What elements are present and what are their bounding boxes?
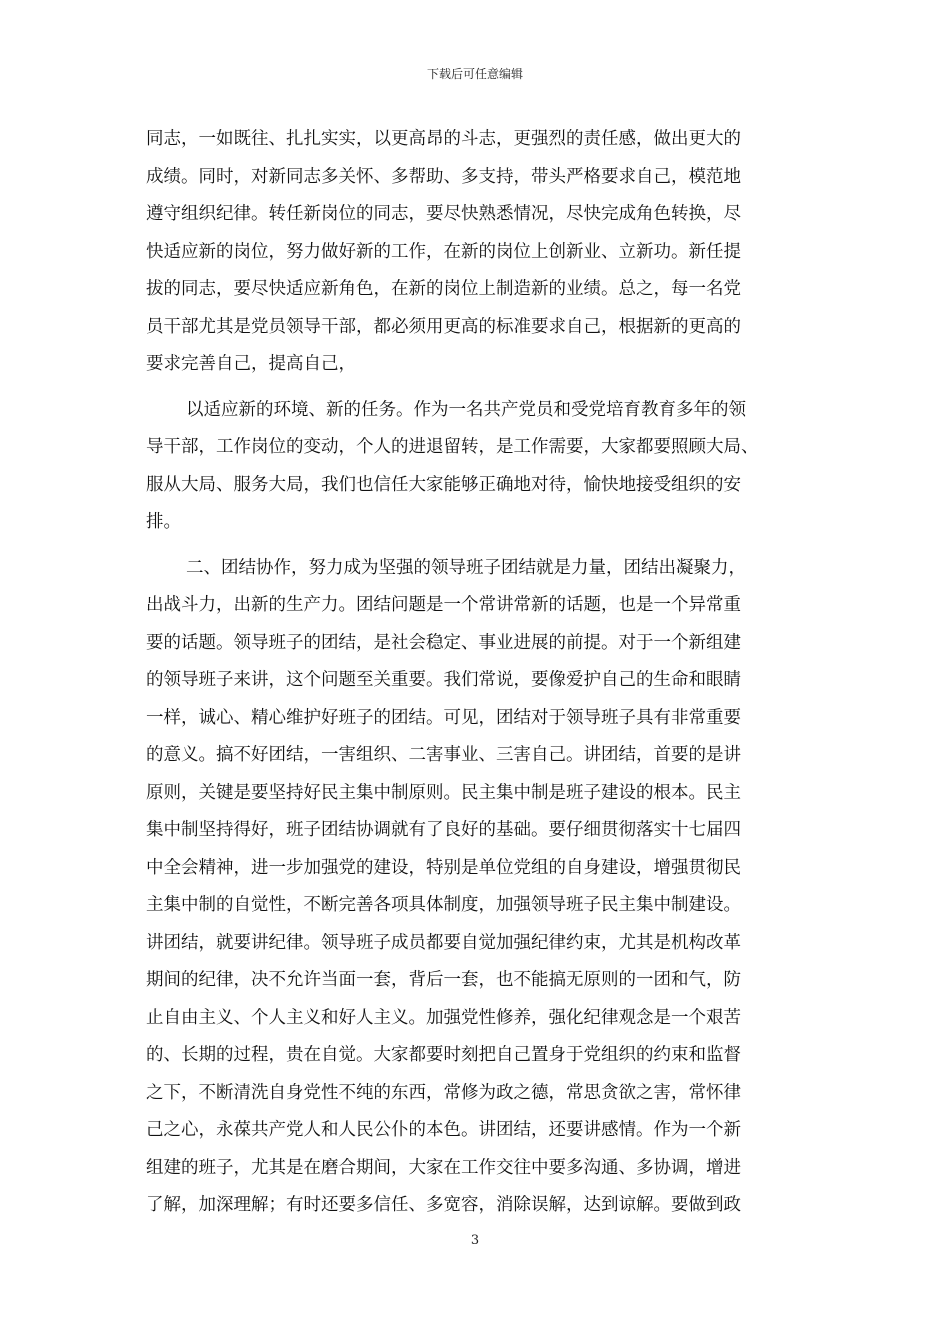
text-line: 排。 [146,512,181,532]
text-line: 二、团结协作，努力成为坚强的领导班子团结就是力量，团结出凝聚力， [186,557,746,578]
text-line: 期间的纪律，决不允许当面一套，背后一套，也不能搞无原则的一团和气，防 [146,970,741,990]
paragraph-1 [146,121,806,384]
text-line: 之下，不断清洗自身党性不纯的东西，常修为政之德，常思贪欲之害，常怀律 [146,1082,741,1103]
text-line: 中全会精神，进一步加强党的建设，特别是单位党组的自身建设，增强贯彻民 [146,857,741,878]
text-line: 组建的班子，尤其是在磨合期间，大家在工作交往中要多沟通、多协调，增进 [146,1157,741,1178]
text-line: 的意义。搞不好团结，一害组织、二害事业、三害自己。讲团结，首要的是讲 [146,745,741,765]
text-line: 遵守组织纪律。转任新岗位的同志，要尽快熟悉情况，尽快完成角色转换，尽 [146,204,741,224]
text-line: 原则，关键是要坚持好民主集中制原则。民主集中制是班子建设的根本。民主 [146,782,741,803]
text-line: 以适应新的环境、新的任务。作为一名共产党员和受党培育教育多年的领 [186,399,746,420]
text-line: 员干部尤其是党员领导干部，都必须用更高的标准要求自己，根据新的更高的 [146,316,741,337]
text-line: 要求完善自己，提高自己， [146,354,356,374]
text-line: 同志，一如既往、扎扎实实，以更高昂的斗志，更强烈的责任感，做出更大的 [146,129,741,149]
text-line: 快适应新的岗位，努力做好新的工作，在新的岗位上创新业、立新功。新任提 [146,241,741,262]
text-line: 服从大局、服务大局，我们也信任大家能够正确地对待，愉快地接受组织的安 [146,474,741,495]
text-line: 己之心，永葆共产党人和人民公仆的本色。讲团结，还要讲感情。作为一个新 [146,1120,741,1140]
text-line: 集中制坚持得好，班子团结协调就有了良好的基础。要仔细贯彻落实十七届四 [146,820,741,840]
text-line: 拔的同志，要尽快适应新角色，在新的岗位上制造新的业绩。总之，每一名党 [146,279,741,299]
text-line: 的、长期的过程，贵在自觉。大家都要时刻把自己置身于党组织的约束和监督 [146,1045,741,1065]
page-number: 3 [470,1233,480,1248]
paragraph-3 [146,550,806,1225]
text-line: 的领导班子来讲，这个问题至关重要。我们常说，要像爱护自己的生命和眼睛 [146,670,741,690]
text-line: 主集中制的自觉性，不断完善各项具体制度，加强领导班子民主集中制建设。 [146,895,741,915]
text-line: 讲团结，就要讲纪律。领导班子成员都要自觉加强纪律约束，尤其是机构改革 [146,932,741,953]
text-line: 出战斗力，出新的生产力。团结问题是一个常讲常新的话题，也是一个异常重 [146,595,741,615]
document-body [146,121,806,1225]
text-line: 要的话题。领导班子的团结，是社会稳定、事业进展的前提。对于一个新组建 [146,632,741,653]
text-line: 止自由主义、个人主义和好人主义。加强党性修养，强化纪律观念是一个艰苦 [146,1007,741,1028]
text-line: 成绩。同时，对新同志多关怀、多帮助、多支持，带头严格要求自己，模范地 [146,166,741,187]
text-line: 了解，加深理解；有时还要多信任、多宽容，消除误解，达到谅解。要做到政 [146,1195,741,1215]
paragraph-2 [146,392,806,542]
text-line: 导干部，工作岗位的变动，个人的进退留转，是工作需要，大家都要照顾大局、 [146,437,759,457]
text-line: 一样，诚心、精心维护好班子的团结。可见，团结对于领导班子具有非常重要 [146,707,741,728]
page-header: 下载后可任意编辑 [426,67,523,81]
